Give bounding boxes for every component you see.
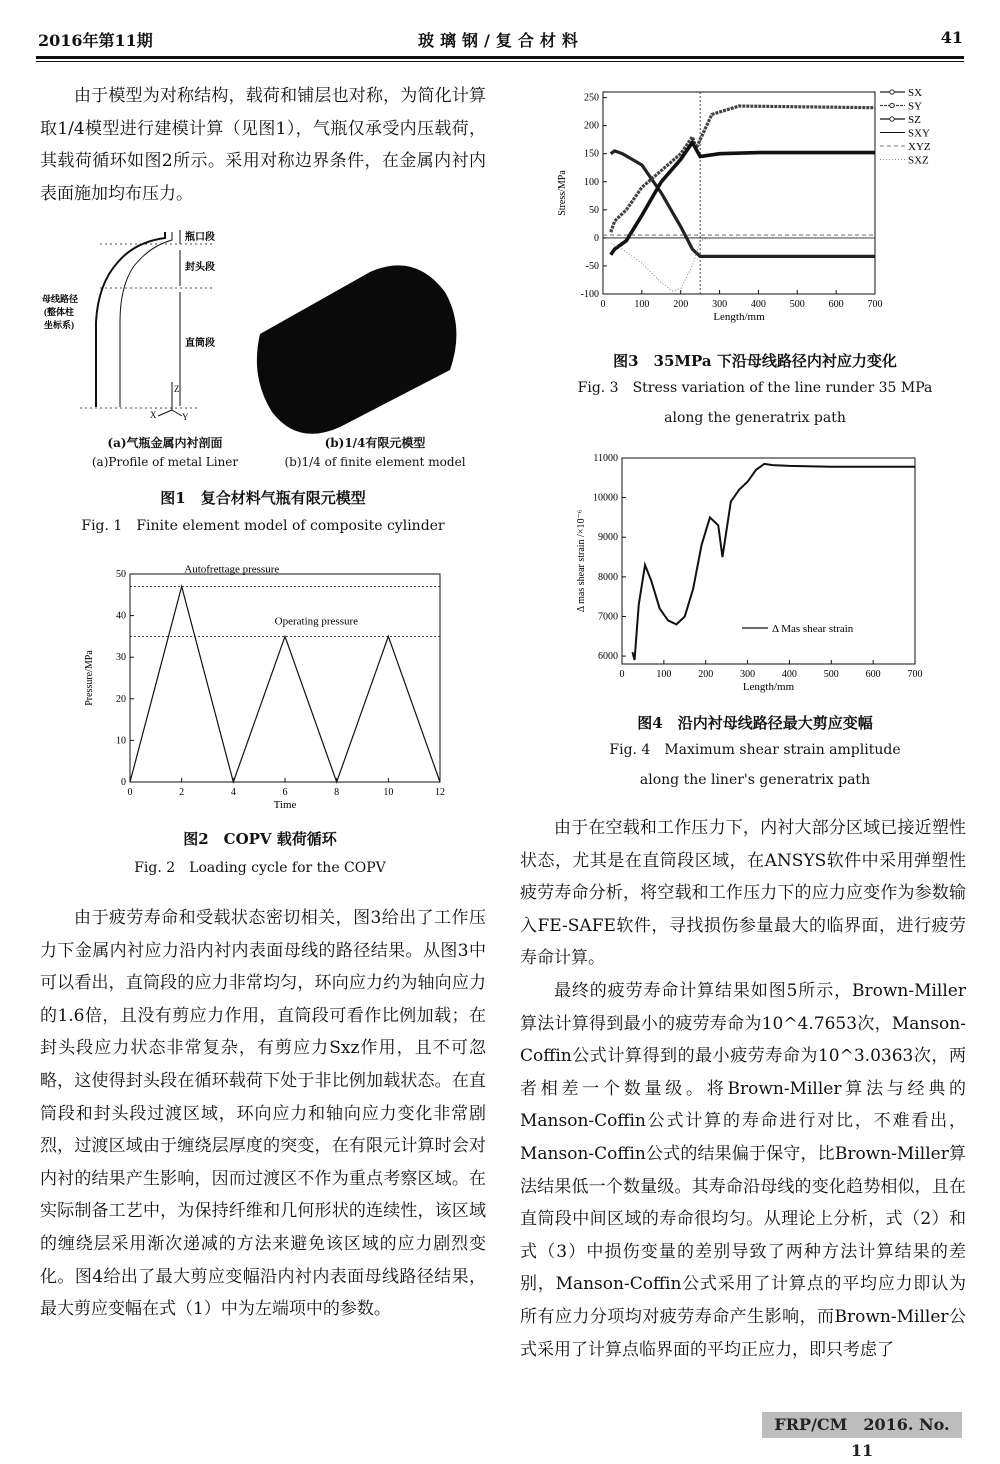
fig3-legend-marker [890,117,894,121]
fig3-caption-en-1: Fig. 3 Stress variation of the line runder 35 MPa [577,380,933,396]
figure-3 [545,80,965,435]
fig2-x-tick-label: 8 [334,787,340,798]
fig4-y-axis-label: Δ mas shear strain /×10⁻⁶ [576,509,587,613]
fig2-chart [60,558,460,818]
fig3-x-tick-label: 0 [600,299,606,310]
header-rule [36,56,964,59]
fig2-y-axis-label: Pressure/MPa [84,650,95,706]
right-paragraph-1: 由于在空载和工作压力下，内衬大部分区域已接近塑性状态，尤其是在直筒段区域，在ANSYS软件中采用弹塑性疲劳寿命分析，将空载和工作压力下的应力应变作为参数输入FE-SAFE软件，寻找损伤参量最大的临界面，进行疲劳寿命计算。 [520,818,966,969]
label-head: 封头段 [185,262,215,273]
page-number: 41 [940,28,963,47]
figure-4 [560,450,950,795]
fig3-y-tick-label: 250 [584,92,599,104]
fig1-caption-en: Fig. 1 Finite element model of composite cylinder [81,518,445,534]
fig3-y-tick-label: -50 [585,260,599,272]
fig2-y-tick-label: 30 [116,652,126,664]
fig2-hline-label: Operating pressure [274,615,359,628]
fig3-series-sy [611,106,875,232]
fig2-caption-cn: 图2 COPV 载荷循环 [183,830,337,848]
label-straight: 直筒段 [185,338,215,349]
issue-label: 2016年第11期 [38,31,153,50]
fig4-caption-cn: 图4 沿内衬母线路径最大剪应变幅 [637,714,873,732]
fig3-legend-marker [890,90,894,94]
fig4-x-tick-label: 200 [698,669,714,680]
fig3-y-tick-label: 150 [584,148,599,160]
finite-element-model [257,265,457,433]
fig2-caption-en: Fig. 2 Loading cycle for the COPV [134,860,386,876]
fig4-x-tick-label: 500 [823,669,839,680]
fig3-caption-cn: 图3 35MPa 下沿母线路径内衬应力变化 [613,352,897,370]
fig3-x-axis-label: Length/mm [713,311,765,323]
fig2-y-tick-label: 20 [116,693,126,705]
fig1-sub-a-cn: (a)气瓶金属内衬剖面 [107,436,223,450]
fig3-x-tick-label: 500 [789,299,805,310]
fig3-legend-label-sxz: SXZ [908,154,929,167]
fig3-x-tick-label: 700 [867,299,883,310]
footer-badge: FRP/CM 2016. No. 11 [762,1412,962,1438]
fig2-y-tick-label: 0 [121,777,126,788]
fig2-x-tick-label: 10 [383,787,394,798]
fig1-sub-b-en: (b)1/4 of finite element model [284,455,466,469]
fig4-x-tick-label: 300 [740,669,756,680]
axis-z-label: Z [174,384,180,394]
right-paragraphs [520,812,966,1366]
fig4-frame [622,458,915,664]
fig2-x-tick-label: 6 [282,787,288,798]
fig2-y-tick-label: 10 [116,735,126,747]
fig4-y-tick-label: 10000 [593,492,618,504]
journal-title: 玻璃钢/复合材料 [418,31,584,50]
fig4-caption-en-2: along the liner's generatrix path [639,772,871,788]
fig4-y-tick-label: 7000 [598,611,618,623]
fig4-x-tick-label: 400 [781,669,797,680]
fig3-x-tick-label: 300 [712,299,728,310]
fig2-x-axis-label: Time [273,799,297,811]
fig4-x-tick-label: 600 [865,669,881,680]
fig4-x-tick-label: 100 [656,669,672,680]
fig4-x-tick-label: 0 [619,669,625,680]
fig3-legend-label-sy: SY [908,100,923,113]
fig1-sub-b-cn: (b)1/4有限元模型 [324,436,426,450]
header-rule-thin [36,61,964,62]
running-header [38,28,963,50]
fig4-legend-label: Δ Mas shear strain [772,623,854,635]
fig1-caption-cn: 图1 复合材料气瓶有限元模型 [160,489,366,507]
fig3-y-axis-label: Stress/MPa [557,170,568,216]
fig3-x-tick-label: 400 [750,299,766,310]
fig2-y-tick-label: 40 [116,610,126,622]
fig2-x-tick-label: 0 [127,787,133,798]
fig3-x-tick-label: 200 [673,299,689,310]
fig3-legend-label-sz: SZ [908,114,921,126]
fig2-x-tick-label: 12 [435,787,445,798]
figure-2 [60,558,460,888]
fig4-y-tick-label: 8000 [598,571,618,583]
axis-x-label: X [150,410,157,420]
fig1-sub-a-en: (a)Profile of metal Liner [91,455,239,469]
fig3-frame [603,92,875,294]
fig3-y-tick-label: 200 [584,120,599,132]
fig4-x-tick-label: 700 [907,669,923,680]
fig2-x-tick-label: 4 [230,787,236,798]
fig2-y-tick-label: 50 [116,569,126,580]
fig3-y-tick-label: 50 [589,204,599,216]
left-paragraph-1: 由于模型为对称结构，载荷和铺层也对称，为简化计算取1/4模型进行建模计算（见图1），气瓶仅承受内压载荷，其载荷循环如图2所示。采用对称边界条件，在金属内衬内表面施加均布压力。 [40,86,486,204]
fig3-legend-label-sxy: SXY [908,127,931,140]
fig2-hline-label: Autofrettage pressure [184,563,280,576]
label-path-3: 坐标系) [44,320,74,330]
fig3-legend-label-xyz: XYZ [908,141,931,153]
fig3-legend-label-sx: SX [908,87,923,99]
liner-profile [80,230,212,416]
fig2-x-tick-label: 2 [179,787,185,798]
axis-y-label: Y [182,412,189,422]
fig4-y-tick-label: 6000 [598,651,618,663]
figure-1 [40,222,486,542]
fig4-y-tick-label: 11000 [593,453,618,464]
fig3-y-tick-label: 0 [594,232,599,244]
fig4-x-axis-label: Length/mm [742,681,795,693]
fig3-chart [545,80,965,342]
fig3-x-tick-label: 600 [828,299,844,310]
fig4-caption-en-1: Fig. 4 Maximum shear strain amplitude [609,742,901,758]
fig4-chart [560,450,950,695]
fig3-x-tick-label: 100 [634,299,650,310]
fig3-y-tick-label: 100 [584,176,599,188]
fig3-legend-marker [890,103,894,107]
figure-1-drawing [40,222,486,462]
label-neck: 瓶口段 [185,232,215,243]
fig3-caption-en-2: along the generatrix path [664,410,846,426]
label-path-2: (整体柱 [44,307,74,317]
left-paragraph-2: 由于疲劳寿命和受载状态密切相关，图3给出了工作压力下金属内衬应力沿内衬内表面母线的路径结果。从图3中可以看出，直筒段的应力非常均匀，环向应力约为轴向应力的1.6倍，且没有剪应力作用，直筒段可看作比例加载；在封头段应力状态非常复杂，有剪应力Sxz作用，且不可忽略，这使得封头段在循环载荷下处于非比例加载状态。在直筒段和封头段过渡区域，环向应力和轴向应力变化非常剧烈，过渡区域由于缠绕层厚度的突变，在有限元计算时会对内衬的结果产生影响，因而过渡区不作为重点考察区域。在实际制备工艺中，为保持纤维和几何形状的连续性，该区域的缠绕层采用渐次递减的方法来避免该区域的应力剧烈变化。图4给出了最大剪应变幅沿内衬内表面母线路径结果，最大剪应变幅在式（1）中为左端项中的参数。 [40,908,486,1320]
right-paragraph-2: 最终的疲劳寿命计算结果如图5所示，Brown-Miller算法计算得到最小的疲劳寿命为10^4.7653次，Manson-Coffin公式计算得到的最小疲劳寿命为10^3.0363次，两者相差一个数量级。将Brown-Miller算法与经典的Manson-Coffin公式计算的寿命进行对比，不难看出，Manson-Coffin公式的结果偏于保守，比Brown-Miller算法结果低一个数量级。其寿命沿母线的变化趋势相似，且在直筒段中间区域的寿命很均匀。从理论上分析，式（2）和式（3）中损伤变量的差别导致了两种方法计算结果的差别，Manson-Coffin公式采用了计算点的平均应力即认为所有应力分项均对疲劳寿命产生影响，而Brown-Miller公式采用了计算点临界面的平均正应力，即只考虑了 [520,980,966,1360]
fig3-y-tick-label: -100 [580,289,599,300]
label-path-1: 母线路径 [42,294,79,304]
fig3-series-sxz [611,238,875,291]
fig4-y-tick-label: 9000 [598,532,618,544]
